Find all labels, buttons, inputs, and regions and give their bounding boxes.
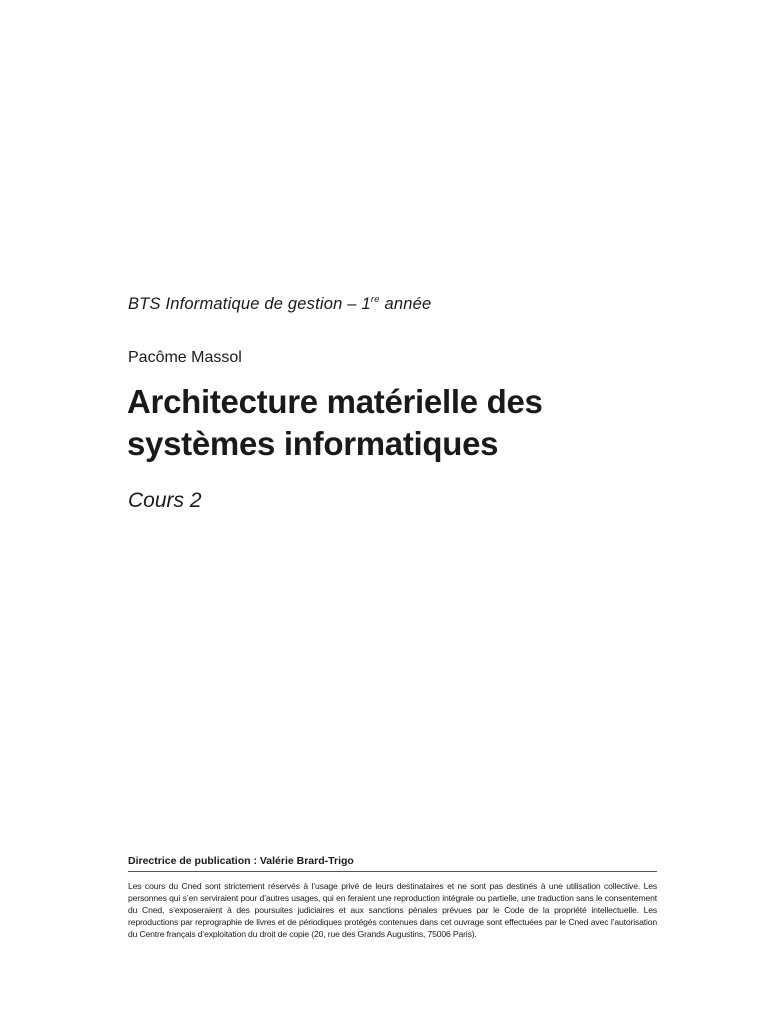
series-suffix: année	[379, 295, 432, 313]
divider	[128, 871, 657, 872]
title-line-2: systèmes informatiques	[127, 425, 499, 462]
author-name: Pacôme Massol	[128, 349, 242, 366]
publication-director: Directrice de publication : Valérie Brard-Trigo	[128, 855, 354, 867]
publication-block	[128, 855, 657, 940]
series-superscript: re	[370, 294, 380, 305]
series-line	[128, 295, 431, 314]
legal-notice: Les cours du Cned sont strictement réservés à l’usage privé de leurs destinataires et ne sont pas destinés à une utilisation collective. Les personnes qui s’en serviraient pour d’autres usages, qui en feraient une reproduction intégrale ou partielle, une traduction sans le consentement du Cned, s’exposeraient à des poursuites judiciaires et aux sanctions pénales prévues par le Code de la propriété intellectuelle. Les reproductions par reprographie de livres et de périodiques protégés contenues dans cet ouvrage sont effectuées par le Cned avec l’autorisation du Centre français d’exploitation du droit de copie (20, rue des Grands Augustins, 75006 Paris).	[128, 881, 657, 939]
title-line-1: Architecture matérielle des	[127, 383, 543, 420]
course-label: Cours 2	[128, 489, 202, 512]
document-title	[127, 381, 687, 465]
series-prefix: BTS Informatique de gestion – 1	[128, 295, 371, 313]
